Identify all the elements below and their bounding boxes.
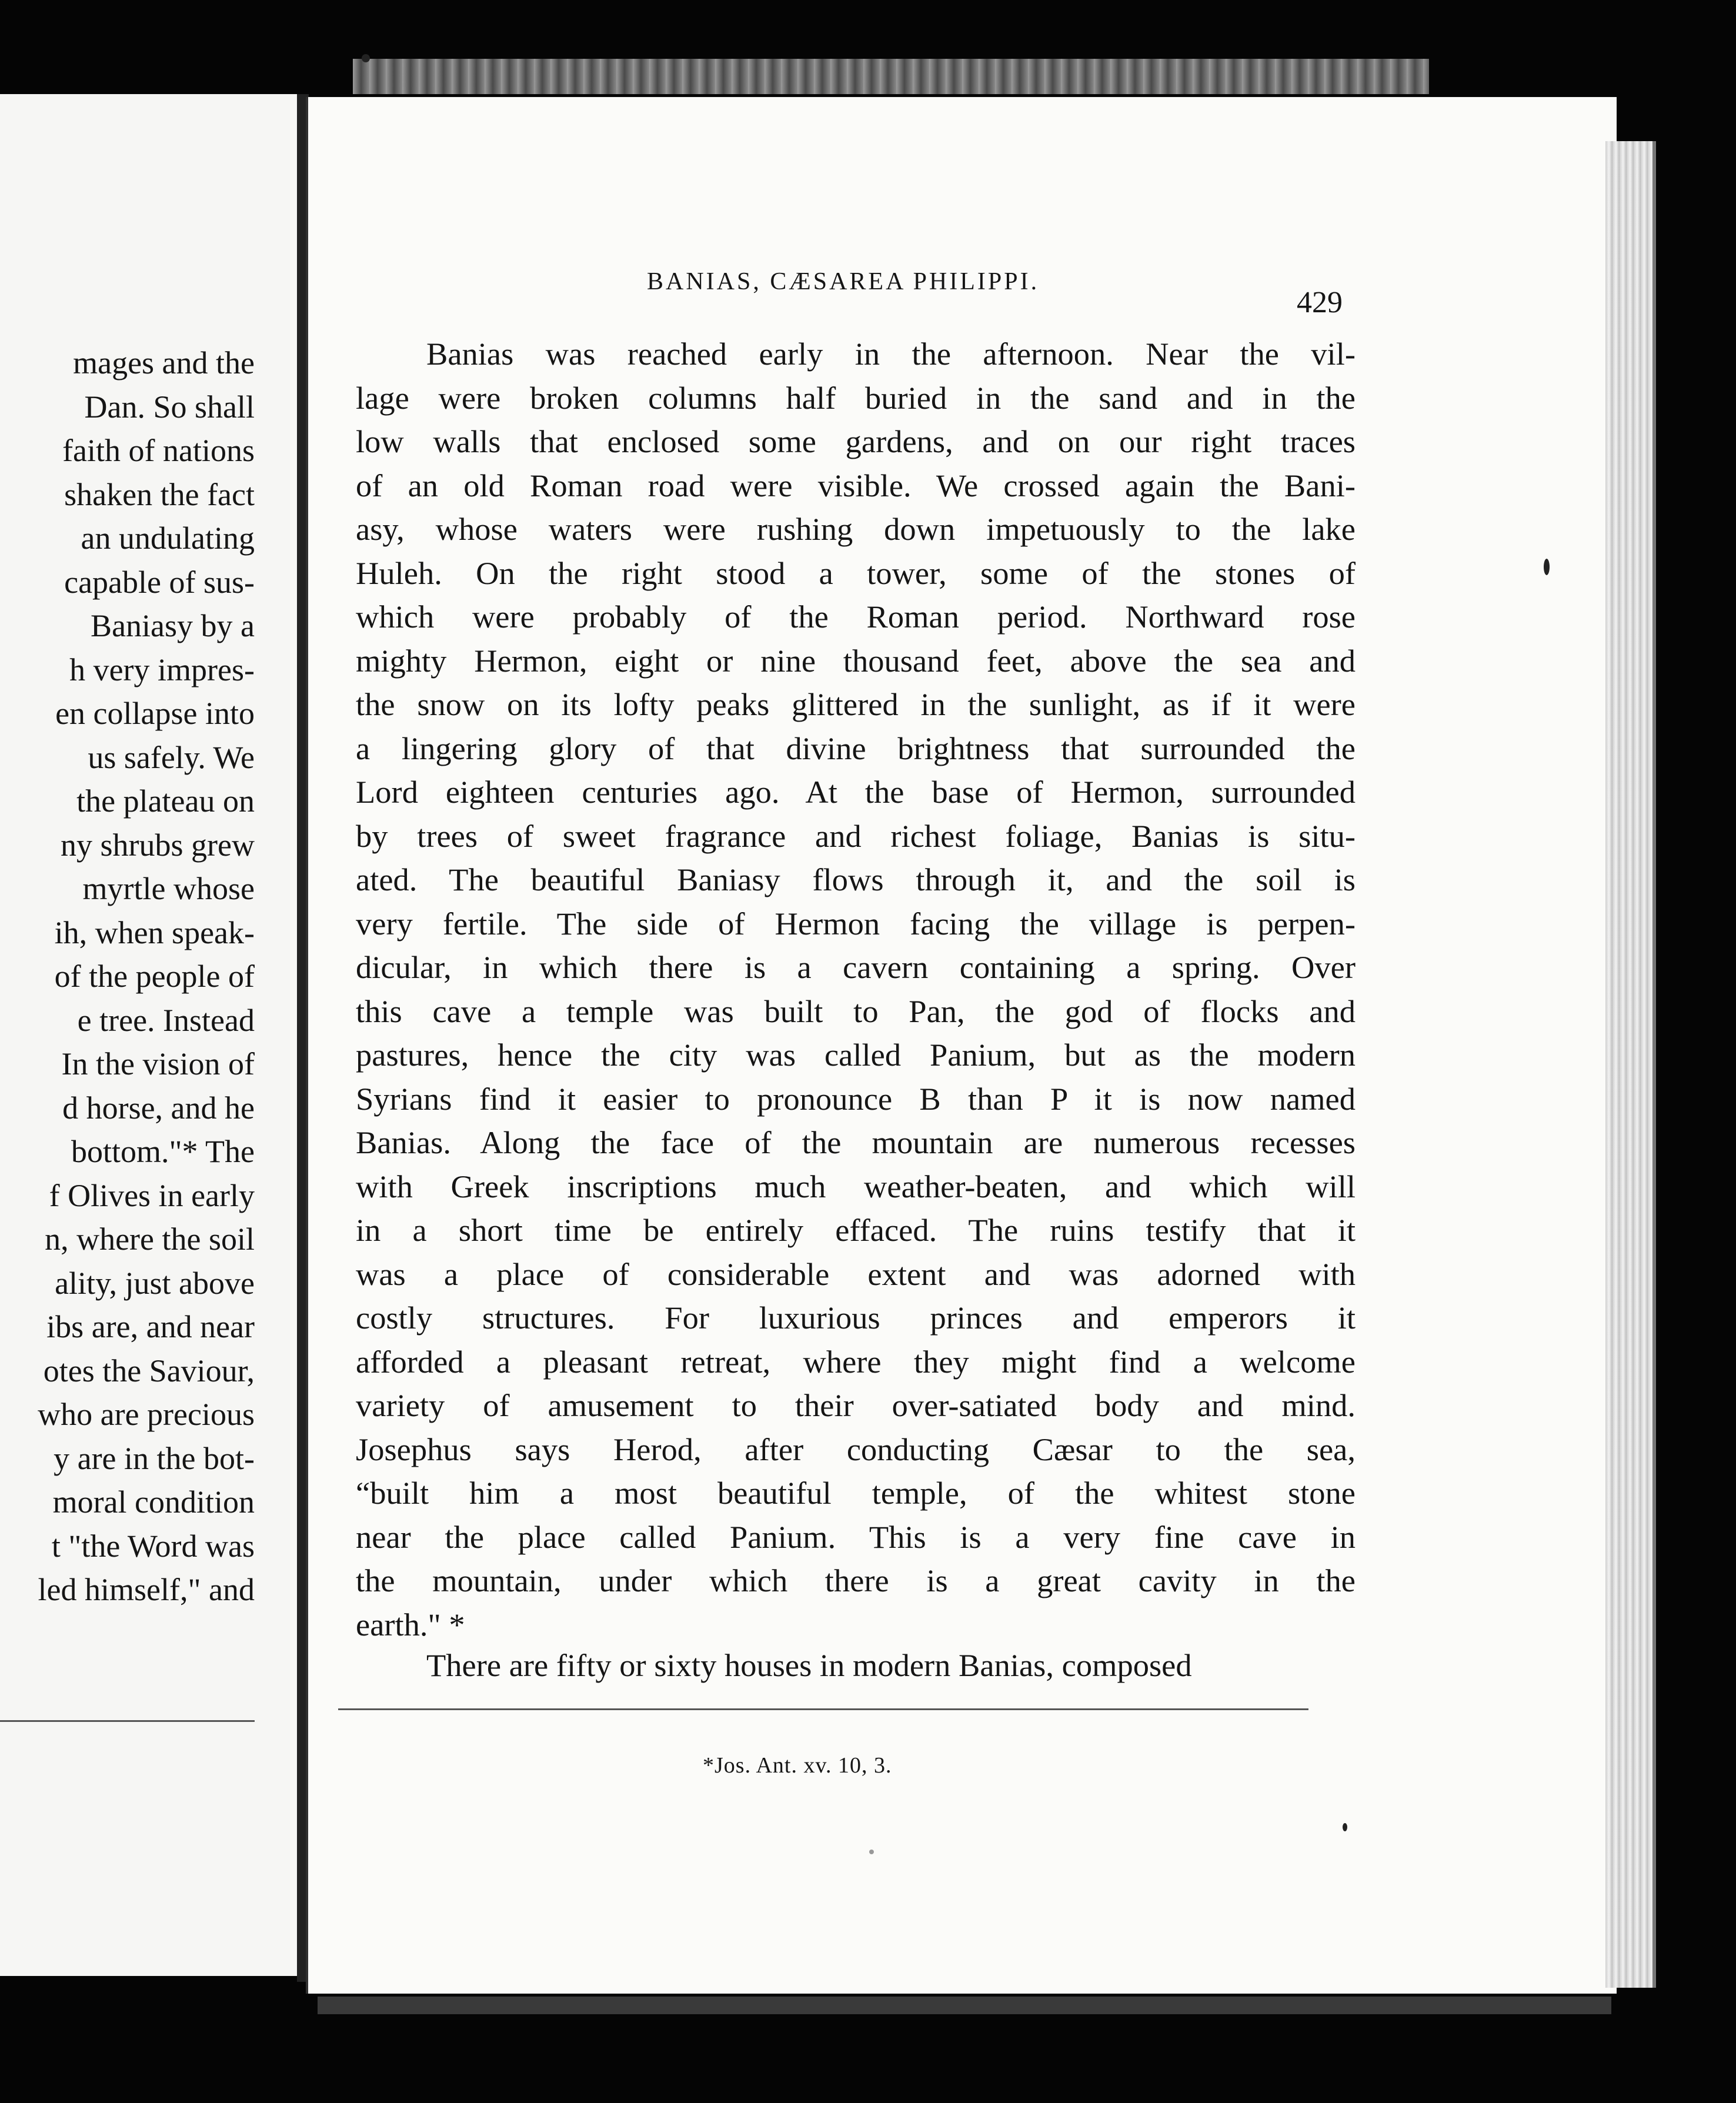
paragraph-line: with Greek inscriptions much weather-beaten, and which will [356, 1168, 1356, 1204]
paragraph-line: Banias was reached early in the afternoon. Near the vil- [426, 336, 1356, 372]
paragraph-line: Lord eighteen centuries ago. At the base of Hermon, surrounded [356, 774, 1356, 810]
main-paragraph [356, 332, 1356, 1647]
paragraph-line: pastures, hence the city was called Panium, but as the modern [356, 1037, 1356, 1073]
ink-speck [362, 54, 370, 62]
paragraph-line: was a place of considerable extent and was adorned with [356, 1256, 1356, 1292]
ink-speck [1343, 1823, 1347, 1831]
ink-speck [869, 1850, 874, 1854]
paragraph-line: lage were broken columns half buried in the sand and in the [356, 379, 1356, 416]
footnote-rule [338, 1708, 1308, 1710]
second-paragraph [356, 1644, 1314, 1688]
paragraph-line: dicular, in which there is a cavern containing a spring. Over [356, 949, 1356, 985]
paragraph-line: near the place called Panium. This is a very fine cave in [356, 1518, 1356, 1555]
paragraph-line: There are fifty or sixty houses in modern Banias, composed [426, 1647, 1192, 1683]
page-stack-edge [1605, 141, 1656, 1988]
left-page-line: In the vision of [61, 1046, 255, 1081]
left-page-line: ibs are, and near [46, 1309, 255, 1344]
left-page-line: mages and the [73, 345, 255, 380]
paragraph-line: variety of amusement to their over-satiated body and mind. [356, 1387, 1356, 1423]
paragraph-line: which were probably of the Roman period. Northward rose [356, 599, 1356, 635]
left-page-line: ih, when speak- [54, 914, 255, 950]
left-page-line: h very impres- [69, 652, 255, 687]
left-page-line: t "the Word was [51, 1528, 255, 1564]
paragraph-line: very fertile. The side of Hermon facing the village is perpen- [356, 905, 1356, 942]
paragraph-line: “built him a most beautiful temple, of the whitest stone [356, 1475, 1356, 1511]
left-page-line: capable of sus- [64, 564, 255, 600]
paragraph-line: ated. The beautiful Baniasy flows through it, and the soil is [356, 862, 1356, 897]
left-page-line: shaken the fact [64, 476, 255, 512]
paragraph-line: Josephus says Herod, after conducting Cæsar to the sea, [356, 1431, 1356, 1467]
left-page-line: us safely. We [88, 739, 255, 775]
paragraph-line: costly structures. For luxurious princes and emperors it [356, 1300, 1356, 1336]
left-page-line: en collapse into [55, 696, 255, 731]
left-page-line: bottom."* The [71, 1134, 255, 1169]
paragraph-line: Banias. Along the face of the mountain are numerous recesses [356, 1124, 1356, 1160]
left-page-line: otes the Saviour, [43, 1353, 255, 1388]
left-page-line: Baniasy by a [91, 608, 255, 643]
paragraph-line: afforded a pleasant retreat, where they might find a welcome [356, 1343, 1356, 1380]
paragraph-line: mighty Hermon, eight or nine thousand feet, above the sea and [356, 642, 1356, 679]
left-page [0, 94, 301, 1976]
paragraph-line: Syrians find it easier to pronounce B than P it is now named [356, 1080, 1356, 1117]
paragraph-line: earth." * [356, 1606, 465, 1643]
paragraph-line: by trees of sweet fragrance and richest foliage, Banias is situ- [356, 817, 1356, 854]
book-bottom-edge [318, 1997, 1611, 2014]
left-page-line: d horse, and he [62, 1090, 255, 1126]
paragraph-line: in a short time be entirely effaced. The ruins testify that it [356, 1212, 1356, 1248]
left-page-line: Dan. So shall [84, 389, 255, 425]
left-page-line: who are precious [38, 1397, 255, 1432]
paragraph-line: this cave a temple was built to Pan, the god of flocks and [356, 993, 1356, 1029]
paragraph-line: the snow on its lofty peaks glittered in the sunlight, as if it were [356, 686, 1356, 722]
paragraph-line: Huleh. On the right stood a tower, some of the stones of [356, 555, 1356, 591]
book-top-edge [353, 59, 1429, 94]
left-page-line: f Olives in early [49, 1177, 255, 1213]
left-page-line: n, where the soil [45, 1221, 255, 1257]
left-page-text [0, 341, 255, 1612]
left-page-line: ality, just above [55, 1265, 255, 1301]
left-page-line: the plateau on [76, 783, 255, 819]
left-page-line: ny shrubs grew [61, 827, 255, 863]
left-page-line: myrtle whose [82, 871, 255, 906]
paragraph-line: low walls that enclosed some gardens, and on our right traces [356, 423, 1356, 459]
paragraph-line: asy, whose waters were rushing down impetuously to the lake [356, 511, 1356, 547]
left-page-line: an undulating [81, 520, 255, 556]
left-page-line: e tree. Instead [77, 1002, 255, 1038]
paragraph-line: the mountain, under which there is a great cavity in the [356, 1563, 1356, 1598]
left-page-line: y are in the bot- [54, 1440, 255, 1476]
page-number: 429 [1297, 286, 1343, 319]
paragraph-line: a lingering glory of that divine brightness that surrounded the [356, 730, 1356, 766]
paragraph-line: of an old Roman road were visible. We crossed again the Bani- [356, 467, 1356, 503]
left-page-line: faith of nations [62, 433, 255, 468]
ink-speck [1544, 559, 1550, 575]
left-page-line: moral condition [52, 1484, 255, 1520]
left-footnote-rule [0, 1720, 255, 1722]
footnote: *Jos. Ant. xv. 10, 3. [703, 1753, 892, 1778]
running-head: BANIAS, CÆSAREA PHILIPPI. [647, 268, 1040, 295]
left-page-line: led himself," and [38, 1572, 255, 1607]
left-page-line: of the people of [54, 959, 255, 994]
